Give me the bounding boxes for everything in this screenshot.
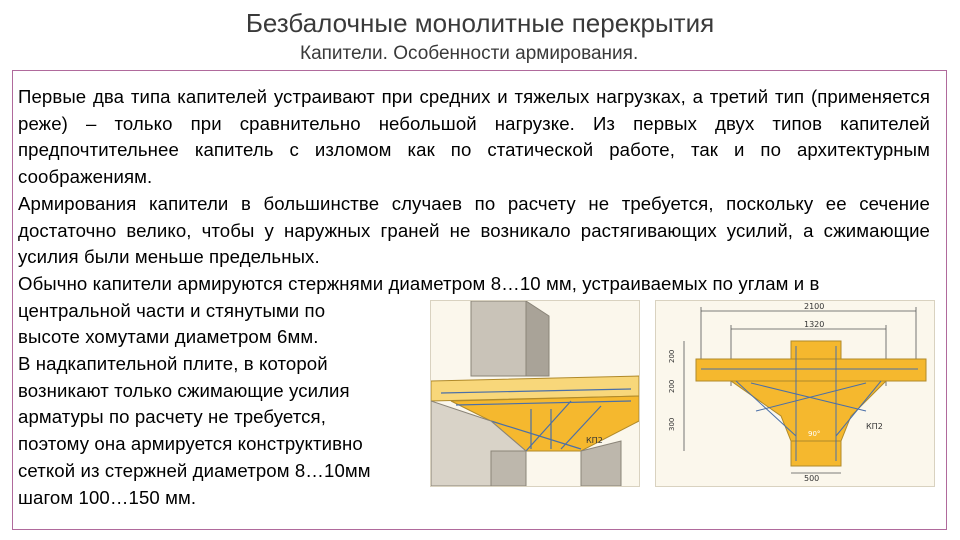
paragraph-4-line-6: шагом 100…150 мм.: [18, 486, 197, 508]
paragraph-4-line-4: поэтому она армируется конструктивно: [18, 433, 363, 455]
dim-bottom: 500: [804, 474, 820, 483]
paragraph-4-line-3: арматуры по расчету не требуется,: [18, 406, 326, 428]
capital-section-drawing: [656, 301, 934, 486]
dim-h3: 300: [668, 417, 676, 431]
paragraph-4-line-1: В надкапительной плите, в которой: [18, 353, 328, 375]
narrow-column: [18, 324, 428, 511]
dim-h2: 200: [668, 379, 676, 393]
page-subtitle: Капители. Особенности армирования.: [300, 43, 639, 64]
paragraph-3-continuation: высоте хомутами диаметром 6мм.: [18, 326, 319, 348]
angle-label: 90°: [808, 430, 821, 438]
capital-perspective-drawing: [431, 301, 639, 486]
paragraph-1: Первые два типа капителей устраивают при средних и тяжелых нагрузках, а третий тип (применяется реже) – только при сравнительно небольшой нагрузке. Из первых двух типов капителей предпочтительнее капитель с изломом как по статической работе, так и по архитектурным соображениям.: [18, 86, 930, 188]
paragraph-4-line-5: сеткой из стержней диаметром 8…10мм: [18, 459, 371, 481]
paragraph-2: Армирования капители в большинстве случаев по расчету не требуется, поскольку ее сечение достаточно велико, чтобы у наружных граней не возникало растягивающих усилий, а сжимающие усилия были меньше предельных.: [18, 192, 930, 268]
page-title: Безбалочные монолитные перекрытия: [245, 8, 715, 38]
dim-h1: 200: [668, 349, 676, 363]
dim-mid: 1320: [804, 320, 825, 329]
capital-perspective-figure: [430, 300, 640, 487]
dim-top: 2100: [804, 302, 825, 311]
capital-section-figure: [655, 300, 935, 487]
paragraph-4-line-2: возникают только сжимающие усилия: [18, 379, 350, 401]
figure1-label: КП2: [586, 436, 603, 445]
figure2-label: КП2: [866, 422, 883, 431]
paragraph-3: Обычно капители армируются стержнями диаметром 8…10 мм, устраиваемых по углам и в центральной части и стянутыми по: [18, 272, 820, 321]
